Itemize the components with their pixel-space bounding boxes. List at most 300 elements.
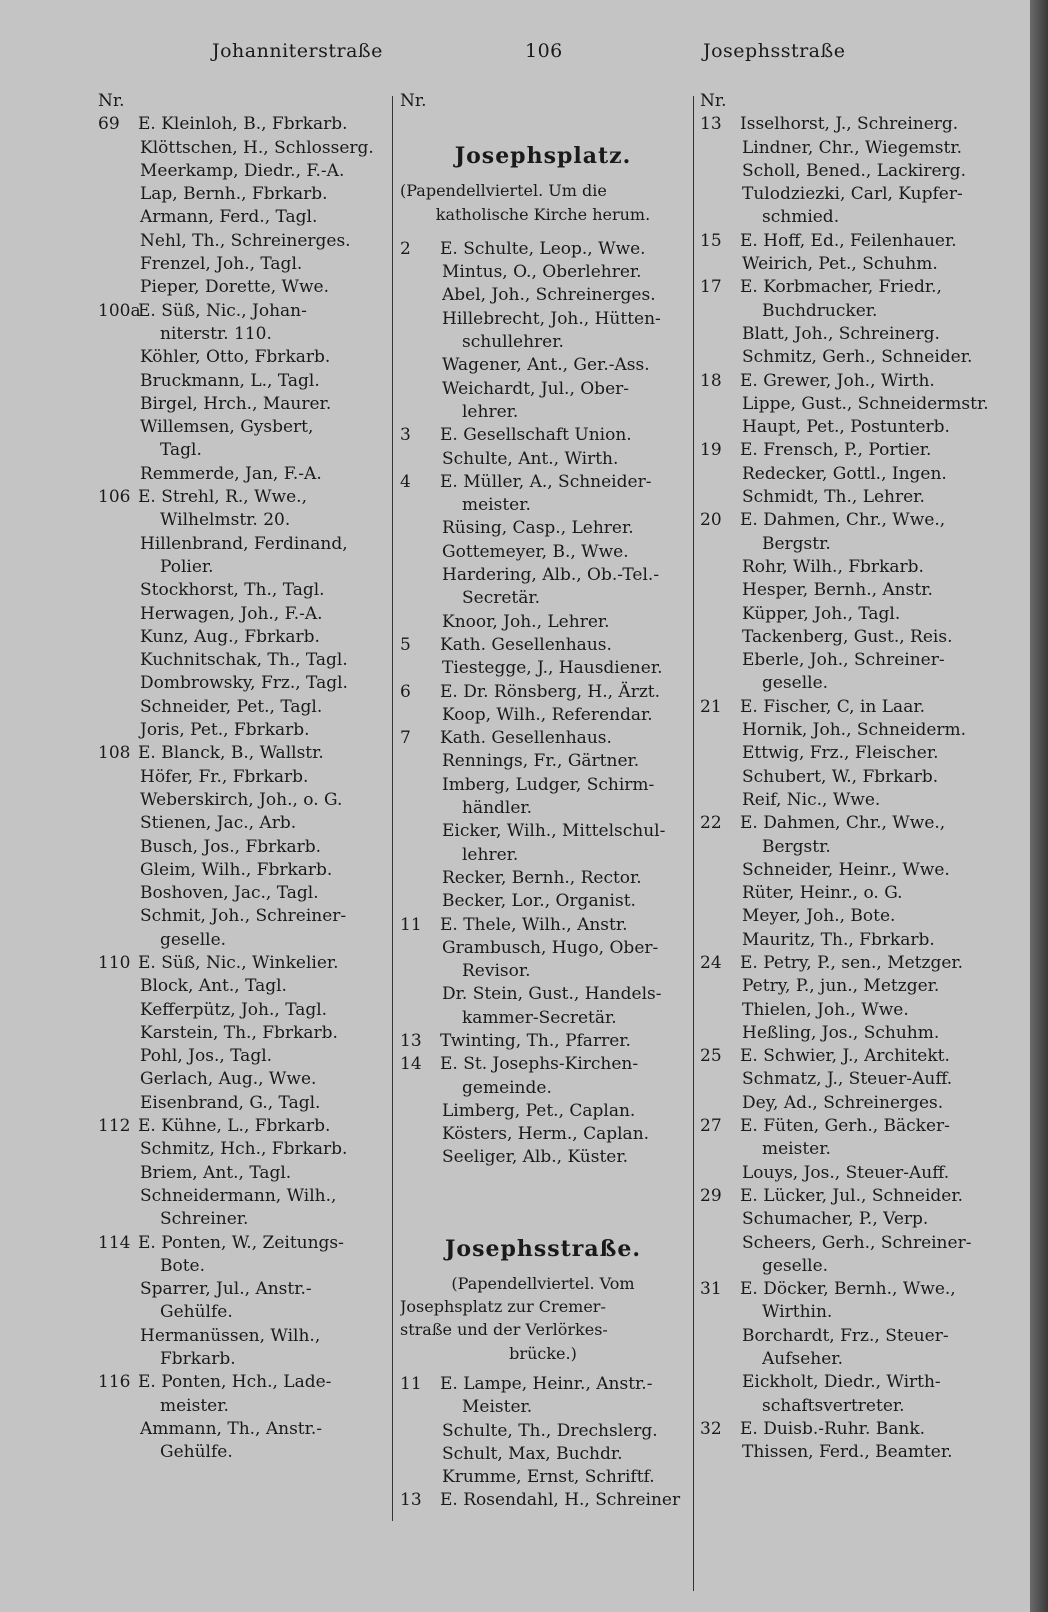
directory-entry: [98, 346, 382, 369]
directory-entry: [98, 742, 382, 765]
entry-text: Scheers, Gerh., Schreiner-: [742, 1232, 972, 1253]
directory-entry: [98, 439, 382, 462]
entry-text: Rohr, Wilh., Fbrkarb.: [742, 556, 924, 577]
entry-text: E. Rosendahl, H., Schreiner: [440, 1490, 681, 1511]
directory-entry: [98, 905, 382, 928]
entry-text: E. Petry, P., sen., Metzger.: [740, 952, 964, 973]
entry-text: Rennings, Fr., Gärtner.: [442, 751, 640, 772]
josephsplatz-entries: [400, 238, 686, 1170]
house-number: 106: [98, 487, 131, 508]
house-number: 110: [98, 952, 131, 973]
entry-text: E. Kleinloh, B., Fbrkarb.: [138, 114, 348, 135]
directory-entry: [400, 1420, 686, 1443]
directory-entry: [98, 1162, 382, 1185]
entry-text: Schreiner.: [160, 1209, 249, 1230]
entry-text: Twinting, Th., Pfarrer.: [440, 1030, 631, 1051]
entry-text: E. Grewer, Joh., Wirth.: [740, 370, 935, 391]
directory-entry: [98, 253, 382, 276]
directory-entry: [98, 1068, 382, 1091]
directory-entry: [98, 230, 382, 253]
house-number: 4: [400, 471, 411, 492]
directory-entry: [700, 113, 992, 136]
entry-text: Klöttschen, H., Schlosserg.: [140, 137, 374, 158]
house-number: 31: [700, 1279, 722, 1300]
entry-text: Rüsing, Casp., Lehrer.: [442, 518, 634, 539]
entry-text: Nehl, Th., Schreinerges.: [140, 230, 351, 251]
directory-entry: [700, 719, 992, 742]
entry-text: geselle.: [762, 673, 829, 694]
directory-entry: [98, 1232, 382, 1255]
directory-entry: [98, 300, 382, 323]
entry-text: schmied.: [762, 207, 840, 228]
entry-text: Polier.: [160, 556, 214, 577]
directory-entry: [98, 206, 382, 229]
house-number: 24: [700, 952, 722, 973]
directory-entry: [98, 1418, 382, 1441]
directory-entry: [98, 719, 382, 742]
directory-entry: [98, 463, 382, 486]
house-number: 13: [400, 1030, 422, 1051]
entry-text: Abel, Joh., Schreinerges.: [442, 285, 656, 306]
directory-entry: [400, 261, 686, 284]
directory-entry: [700, 1371, 992, 1394]
entry-text: Eberle, Joh., Schreiner-: [742, 650, 945, 671]
entry-text: kammer-Secretär.: [462, 1007, 617, 1028]
directory-entry: [400, 1373, 686, 1396]
house-number: 7: [400, 728, 411, 749]
directory-entry: [98, 789, 382, 812]
house-number: 69: [98, 114, 120, 135]
directory-entry: [98, 952, 382, 975]
directory-entry: [700, 626, 992, 649]
directory-entry: [700, 1441, 992, 1464]
entry-text: Wilhelmstr. 20.: [160, 510, 291, 531]
entry-text: Schulte, Th., Drechslerg.: [442, 1420, 658, 1441]
directory-entry: [700, 1045, 992, 1068]
directory-entry: [98, 1022, 382, 1045]
entry-text: Isselhorst, J., Schreinerg.: [740, 114, 959, 135]
running-head: [0, 40, 1030, 76]
directory-entry: [400, 890, 686, 913]
entry-text: Rüter, Heinr., o. G.: [742, 883, 903, 904]
entry-text: Kath. Gesellenhaus.: [440, 634, 612, 655]
house-number: 100a: [98, 300, 141, 321]
entry-text: E. Strehl, R., Wwe.,: [138, 487, 307, 508]
directory-entry: [400, 1007, 686, 1030]
entry-text: Wirthin.: [762, 1302, 833, 1323]
directory-entry: [700, 812, 992, 835]
directory-entry: [98, 1185, 382, 1208]
house-number: 6: [400, 681, 411, 702]
entry-text: E. Schulte, Leop., Wwe.: [440, 238, 646, 259]
directory-entry: [98, 509, 382, 532]
entry-text: E. Frensch, P., Portier.: [740, 440, 932, 461]
entry-text: Scholl, Bened., Lackirerg.: [742, 160, 966, 181]
entry-text: Becker, Lor., Organist.: [442, 891, 636, 912]
column-divider-1: [392, 96, 393, 1521]
entry-text: Briem, Ant., Tagl.: [140, 1162, 292, 1183]
directory-entry: [700, 1395, 992, 1418]
house-number: 18: [700, 370, 722, 391]
directory-entry: [700, 929, 992, 952]
directory-entry: [98, 1395, 382, 1418]
directory-entry: [700, 416, 992, 439]
entry-text: niterstr. 110.: [160, 323, 272, 344]
entry-text: Stockhorst, Th., Tagl.: [140, 580, 325, 601]
directory-entry: [700, 463, 992, 486]
entry-text: Gehülfe.: [160, 1442, 233, 1463]
entry-text: Kath. Gesellenhaus.: [440, 728, 612, 749]
entry-text: Hillebrecht, Joh., Hütten-: [442, 308, 661, 329]
directory-entry: [98, 416, 382, 439]
directory-entry: [700, 230, 992, 253]
entry-text: E. Ponten, Hch., Lade-: [138, 1372, 332, 1393]
directory-entry: [700, 300, 992, 323]
directory-entry: [98, 1348, 382, 1371]
entry-text: Seeliger, Alb., Küster.: [442, 1147, 629, 1168]
directory-entry: [700, 1301, 992, 1324]
directory-entry: [98, 1045, 382, 1068]
directory-entry: [400, 727, 686, 750]
entry-text: Mintus, O., Oberlehrer.: [442, 262, 642, 283]
directory-entry: [700, 952, 992, 975]
directory-entry: [400, 1123, 686, 1146]
directory-entry: [700, 393, 992, 416]
directory-entry: [700, 206, 992, 229]
entry-text: Schneider, Heinr., Wwe.: [742, 859, 950, 880]
directory-entry: [400, 774, 686, 797]
entry-text: E. Füten, Gerh., Bäcker-: [740, 1116, 950, 1137]
directory-entry: [98, 649, 382, 672]
directory-entry: [700, 276, 992, 299]
directory-entry: [400, 1489, 686, 1512]
house-number: 17: [700, 277, 722, 298]
header-left-street: Johanniterstraße: [212, 40, 383, 62]
directory-entry: [400, 541, 686, 564]
entry-text: E. Kühne, L., Fbrkarb.: [138, 1116, 331, 1137]
column-1-entries: [98, 113, 382, 1464]
entry-text: Dombrowsky, Frz., Tagl.: [140, 673, 348, 694]
directory-entry: [700, 533, 992, 556]
entry-text: Borchardt, Frz., Steuer-: [742, 1325, 949, 1346]
entry-text: Kuchnitschak, Th., Tagl.: [140, 650, 348, 671]
directory-entry: [400, 494, 686, 517]
directory-entry: [98, 882, 382, 905]
entry-text: Heßling, Jos., Schuhm.: [742, 1022, 940, 1043]
entry-text: geselle.: [160, 929, 227, 950]
entry-text: Schmitz, Gerh., Schneider.: [742, 347, 973, 368]
entry-text: Höfer, Fr., Fbrkarb.: [140, 766, 309, 787]
directory-entry: [700, 649, 992, 672]
directory-entry: [700, 137, 992, 160]
directory-entry: [700, 370, 992, 393]
entry-text: Pieper, Dorette, Wwe.: [140, 277, 330, 298]
directory-entry: [400, 704, 686, 727]
entry-text: Lippe, Gust., Schneidermstr.: [742, 393, 989, 414]
entry-text: E. Döcker, Bernh., Wwe.,: [740, 1279, 956, 1300]
directory-entry: [400, 797, 686, 820]
directory-entry: [98, 929, 382, 952]
directory-entry: [400, 750, 686, 773]
directory-entry: [700, 1208, 992, 1231]
house-number: 25: [700, 1046, 722, 1067]
directory-entry: [98, 1255, 382, 1278]
directory-entry: [98, 1325, 382, 1348]
entry-text: lehrer.: [462, 844, 519, 865]
directory-entry: [400, 634, 686, 657]
directory-entry: [700, 742, 992, 765]
directory-entry: [700, 1278, 992, 1301]
entry-text: Meister.: [462, 1397, 533, 1418]
entry-text: Revisor.: [462, 961, 531, 982]
section-note-line: brücke.): [509, 1343, 577, 1363]
directory-entry: [400, 1466, 686, 1489]
section-note-line: (Papendellviertel. Um die: [400, 181, 607, 201]
entry-text: Weichardt, Jul., Ober-: [442, 378, 629, 399]
house-number: 114: [98, 1232, 131, 1253]
directory-entry: [700, 183, 992, 206]
directory-entry: [98, 626, 382, 649]
entry-text: schullehrer.: [462, 332, 564, 353]
entry-text: E. Lampe, Heinr., Anstr.-: [440, 1373, 653, 1394]
directory-entry: [700, 323, 992, 346]
directory-entry: [700, 672, 992, 695]
entry-text: Gleim, Wilh., Fbrkarb.: [140, 859, 333, 880]
entry-text: E. Süß, Nic., Johan-: [138, 300, 307, 321]
house-number: 3: [400, 425, 411, 446]
directory-entry: [700, 509, 992, 532]
entry-text: Schmit, Joh., Schreiner-: [140, 906, 347, 927]
entry-text: Schneidermann, Wilh.,: [140, 1185, 337, 1206]
entry-text: Herwagen, Joh., F.-A.: [140, 603, 323, 624]
entry-text: Sparrer, Jul., Anstr.-: [140, 1279, 312, 1300]
house-number: 21: [700, 696, 722, 717]
house-number: 11: [400, 914, 422, 935]
entry-text: Stienen, Jac., Arb.: [140, 813, 297, 834]
directory-entry: [400, 331, 686, 354]
directory-entry: [98, 696, 382, 719]
entry-text: Boshoven, Jac., Tagl.: [140, 883, 319, 904]
entry-text: Louys, Jos., Steuer-Auff.: [742, 1162, 950, 1183]
directory-entry: [700, 1138, 992, 1161]
entry-text: Schmidt, Th., Lehrer.: [742, 487, 925, 508]
page-edge: [1030, 0, 1048, 1612]
entry-text: Dey, Ad., Schreinerges.: [742, 1092, 944, 1113]
entry-text: meister.: [462, 495, 531, 516]
directory-entry: [98, 370, 382, 393]
entry-text: Thissen, Ferd., Beamter.: [742, 1442, 953, 1463]
entry-text: Tulodziezki, Carl, Kupfer-: [742, 184, 963, 205]
directory-entry: [700, 1115, 992, 1138]
column-3-entries: [700, 113, 992, 1464]
entry-text: Limberg, Pet., Caplan.: [442, 1100, 636, 1121]
directory-entry: [98, 859, 382, 882]
directory-entry: [98, 393, 382, 416]
directory-entry: [400, 564, 686, 587]
house-number: 22: [700, 813, 722, 834]
house-number: 15: [700, 230, 722, 251]
entry-text: Bergstr.: [762, 836, 831, 857]
directory-entry: [700, 253, 992, 276]
house-number: 29: [700, 1185, 722, 1206]
entry-text: Lap, Bernh., Fbrkarb.: [140, 184, 328, 205]
directory-entry: [700, 556, 992, 579]
directory-entry: [700, 1092, 992, 1115]
directory-entry: [400, 308, 686, 331]
directory-entry: [700, 439, 992, 462]
entry-text: E. Hoff, Ed., Feilenhauer.: [740, 230, 957, 251]
house-number: 108: [98, 743, 131, 764]
entry-text: Birgel, Hrch., Maurer.: [140, 393, 332, 414]
directory-entry: [700, 766, 992, 789]
directory-entry: [400, 914, 686, 937]
directory-entry: [700, 696, 992, 719]
section-title-josephsplatz: Josephsplatz.: [454, 143, 632, 170]
directory-entry: [400, 448, 686, 471]
entry-text: Schmatz, J., Steuer-Auff.: [742, 1069, 953, 1090]
entry-text: Wagener, Ant., Ger.-Ass.: [442, 355, 650, 376]
directory-entry: [400, 1146, 686, 1169]
header-right-street: Josephsstraße: [703, 40, 846, 62]
house-number: 14: [400, 1054, 422, 1075]
entry-text: Haupt, Pet., Postunterb.: [742, 417, 950, 438]
house-number: 20: [700, 510, 722, 531]
entry-text: Krumme, Ernst, Schriftf.: [442, 1467, 655, 1488]
directory-entry: [400, 424, 686, 447]
entry-text: Kösters, Herm., Caplan.: [442, 1124, 650, 1145]
entry-text: E. Süß, Nic., Winkelier.: [138, 952, 339, 973]
entry-text: Dr. Stein, Gust., Handels-: [442, 984, 662, 1005]
entry-text: Eisenbrand, G., Tagl.: [140, 1092, 321, 1113]
directory-entry: [400, 1030, 686, 1053]
entry-text: E. St. Josephs-Kirchen-: [440, 1054, 639, 1075]
directory-entry: [400, 820, 686, 843]
directory-entry: [400, 354, 686, 377]
entry-text: Mauritz, Th., Fbrkarb.: [742, 929, 935, 950]
entry-text: Lindner, Chr., Wiegemstr.: [742, 137, 963, 158]
entry-text: Kefferpütz, Joh., Tagl.: [140, 999, 328, 1020]
entry-text: Eickholt, Diedr., Wirth-: [742, 1372, 941, 1393]
entry-text: Tackenberg, Gust., Reis.: [742, 626, 953, 647]
entry-text: Petry, P., jun., Metzger.: [742, 976, 940, 997]
entry-text: händler.: [462, 798, 533, 819]
directory-entry: [700, 486, 992, 509]
directory-entry: [700, 905, 992, 928]
directory-entry: [98, 1115, 382, 1138]
entry-text: Redecker, Gottl., Ingen.: [742, 463, 947, 484]
entry-text: E. Duisb.-Ruhr. Bank.: [740, 1418, 926, 1439]
directory-entry: [98, 1301, 382, 1324]
entry-text: Ammann, Th., Anstr.-: [140, 1418, 323, 1439]
house-number: 19: [700, 440, 722, 461]
entry-text: E. Dahmen, Chr., Wwe.,: [740, 813, 946, 834]
entry-text: Thielen, Joh., Wwe.: [742, 999, 909, 1020]
entry-text: geselle.: [762, 1255, 829, 1276]
directory-entry: [98, 1092, 382, 1115]
entry-text: E. Korbmacher, Friedr.,: [740, 277, 942, 298]
entry-text: meister.: [762, 1139, 831, 1160]
entry-text: Armann, Ferd., Tagl.: [140, 207, 318, 228]
directory-entry: [700, 836, 992, 859]
entry-text: Schumacher, P., Verp.: [742, 1209, 929, 1230]
entry-text: Meyer, Joh., Bote.: [742, 906, 896, 927]
directory-entry: [700, 1068, 992, 1091]
directory-entry: [98, 1138, 382, 1161]
section-title-josephsstrasse: Josephsstraße.: [445, 1235, 641, 1262]
directory-entry: [98, 1371, 382, 1394]
directory-entry: [700, 603, 992, 626]
directory-entry: [98, 836, 382, 859]
entry-text: Hermanüssen, Wilh.,: [140, 1325, 321, 1346]
house-number: 32: [700, 1418, 722, 1439]
directory-entry: [400, 937, 686, 960]
entry-text: Busch, Jos., Fbrkarb.: [140, 836, 322, 857]
directory-entry: [98, 975, 382, 998]
entry-text: meister.: [160, 1395, 229, 1416]
directory-entry: [700, 1022, 992, 1045]
directory-entry: [700, 1255, 992, 1278]
directory-entry: [700, 1348, 992, 1371]
entry-text: Aufseher.: [762, 1349, 843, 1370]
directory-entry: [98, 1441, 382, 1464]
directory-entry: [98, 1278, 382, 1301]
entry-text: Schult, Max, Buchdr.: [442, 1443, 623, 1464]
directory-entry: [400, 517, 686, 540]
entry-text: E. Thele, Wilh., Anstr.: [440, 914, 628, 935]
entry-text: schaftsvertreter.: [762, 1395, 905, 1416]
entry-text: E. Blanck, B., Wallstr.: [138, 743, 324, 764]
directory-entry: [98, 672, 382, 695]
directory-entry: [400, 960, 686, 983]
entry-text: Remmerde, Jan, F.-A.: [140, 463, 322, 484]
directory-entry: [98, 323, 382, 346]
entry-text: Bruckmann, L., Tagl.: [140, 370, 320, 391]
page-number: 106: [525, 40, 563, 62]
directory-entry: [98, 812, 382, 835]
directory-entry: [98, 999, 382, 1022]
directory-entry: [98, 766, 382, 789]
house-number: 112: [98, 1116, 131, 1137]
entry-text: Hesper, Bernh., Anstr.: [742, 580, 933, 601]
directory-entry: [700, 789, 992, 812]
entry-text: Schulte, Ant., Wirth.: [442, 448, 619, 469]
directory-entry: [400, 471, 686, 494]
house-number: 13: [700, 114, 722, 135]
entry-text: Frenzel, Joh., Tagl.: [140, 254, 303, 275]
directory-entry: [700, 346, 992, 369]
entry-text: Ettwig, Frz., Fleischer.: [742, 743, 939, 764]
section-note-line: Josephsplatz zur Cremer-: [400, 1297, 606, 1317]
column-2: [400, 90, 686, 1513]
directory-entry: [98, 160, 382, 183]
entry-text: Karstein, Th., Fbrkarb.: [140, 1022, 338, 1043]
directory-entry: [98, 113, 382, 136]
house-number: 5: [400, 634, 411, 655]
directory-entry: [98, 1208, 382, 1231]
directory-entry: [400, 681, 686, 704]
entry-text: Willemsen, Gysbert,: [140, 417, 314, 438]
entry-text: Fbrkarb.: [160, 1349, 236, 1370]
directory-entry: [400, 378, 686, 401]
directory-entry: [400, 587, 686, 610]
section-note-line: straße und der Verlörkes-: [400, 1320, 608, 1340]
entry-text: Buchdrucker.: [762, 300, 878, 321]
directory-entry: [98, 603, 382, 626]
directory-entry: [400, 611, 686, 634]
entry-text: E. Fischer, C, in Laar.: [740, 696, 925, 717]
nr-label: Nr.: [98, 91, 125, 111]
entry-text: Küpper, Joh., Tagl.: [742, 603, 901, 624]
